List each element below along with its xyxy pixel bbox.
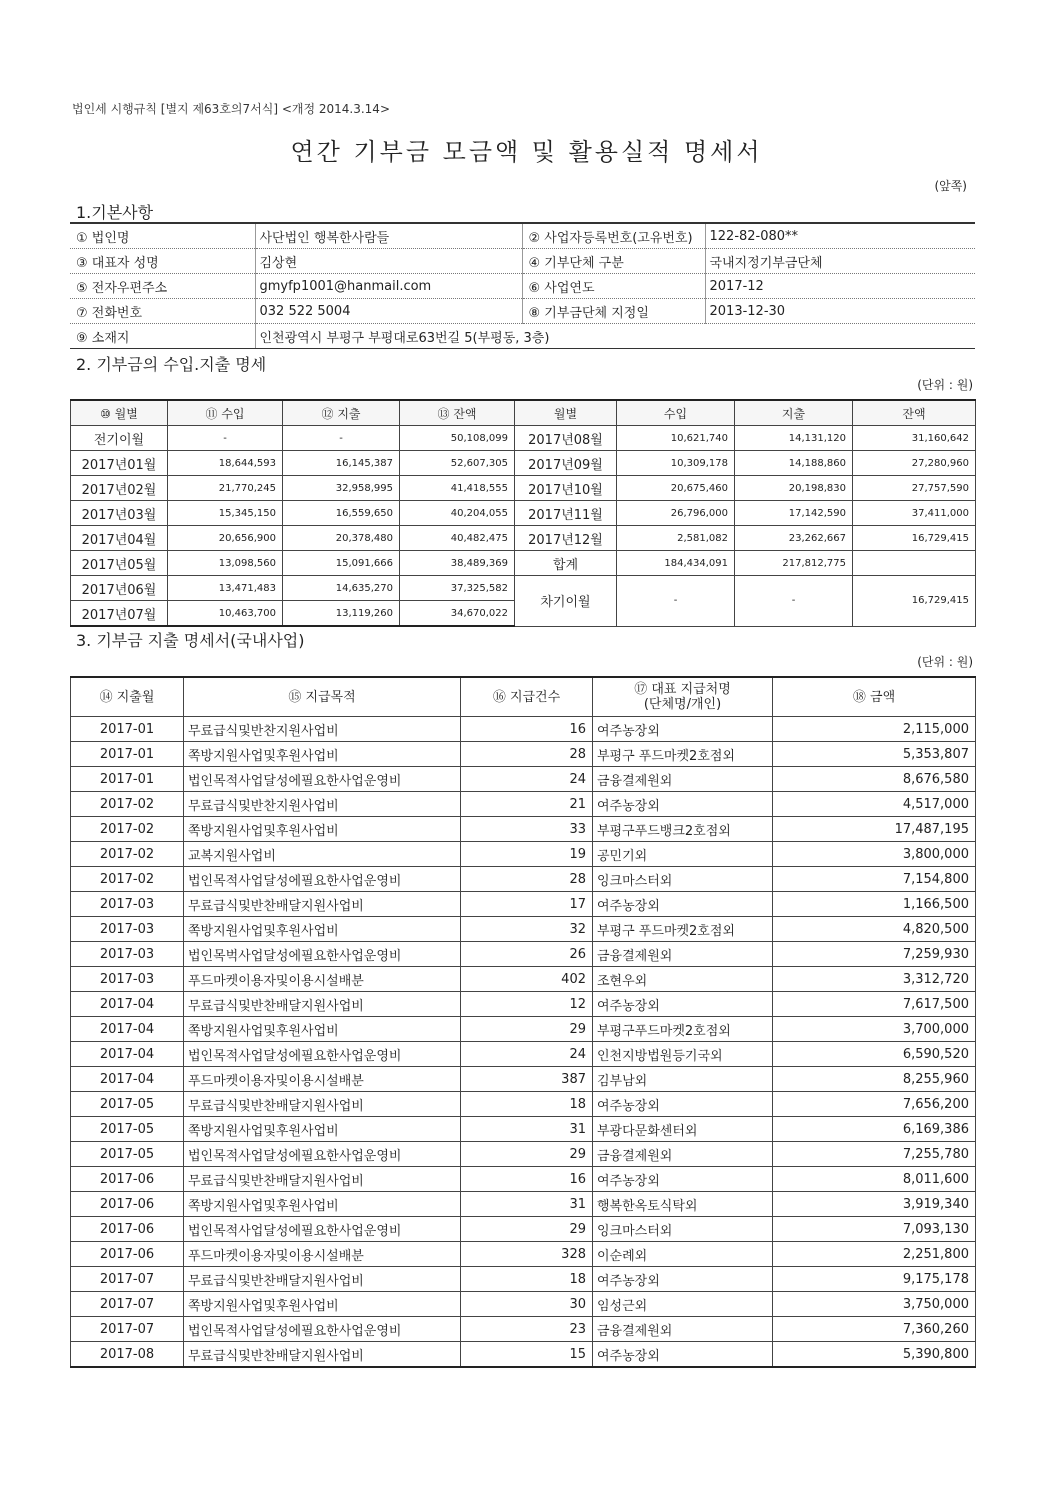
header-balance-2: 잔액 [853, 400, 976, 426]
expense-month-cell: 2017-03 [71, 942, 184, 967]
expenditure-row [71, 717, 976, 742]
income-cell: 10,621,740 [617, 426, 735, 451]
expense-month-cell: 2017-05 [71, 1092, 184, 1117]
count-cell: 387 [461, 1067, 593, 1092]
recipient-cell: 이순례외 [593, 1242, 773, 1267]
month-cell: 2017년03월 [71, 501, 168, 526]
balance-cell: 40,482,475 [400, 526, 515, 551]
month-cell: 2017년04월 [71, 526, 168, 551]
purpose-cell: 법인목벅사업달성에필요한사업운영비 [184, 942, 461, 967]
balance-cell: 41,418,555 [400, 476, 515, 501]
income-cell: 13,471,483 [168, 576, 283, 601]
expense-cell: 20,198,830 [735, 476, 853, 501]
income-cell: 10,309,178 [617, 451, 735, 476]
balance-cell: 40,204,055 [400, 501, 515, 526]
representative-label: ③ 대표자 성명 [70, 249, 255, 274]
org-name-value: 사단법인 행복한사람들 [255, 223, 522, 249]
expense-month-cell: 2017-01 [71, 767, 184, 792]
count-cell: 31 [461, 1117, 593, 1142]
summary-row [71, 476, 976, 501]
count-cell: 12 [461, 992, 593, 1017]
month-cell: 2017년02월 [71, 476, 168, 501]
expense-cell: 32,958,995 [283, 476, 400, 501]
basic-info-row [70, 274, 975, 299]
expense-month-cell: 2017-05 [71, 1142, 184, 1167]
amount-cell: 3,312,720 [773, 967, 976, 992]
purpose-cell: 쪽방지원사업및후원사업비 [184, 1117, 461, 1142]
email-label: ⑤ 전자우편주소 [70, 274, 255, 299]
amount-cell: 8,676,580 [773, 767, 976, 792]
count-cell: 28 [461, 742, 593, 767]
income-cell: 10,463,700 [168, 601, 283, 627]
expenditure-body [71, 717, 976, 1368]
designation-date-label: ⑧ 기부금단체 지정일 [522, 299, 705, 324]
business-number-label: ② 사업자등록번호(고유번호) [522, 223, 705, 249]
header-expense: ⑫ 지출 [283, 400, 400, 426]
header-income: ⑪ 수입 [168, 400, 283, 426]
count-cell: 30 [461, 1292, 593, 1317]
amount-cell: 7,259,930 [773, 942, 976, 967]
address-label: ⑨ 소재지 [70, 324, 255, 349]
recipient-cell: 여주농장외 [593, 792, 773, 817]
carry-forward-income: - [617, 576, 735, 627]
phone-label: ⑦ 전화번호 [70, 299, 255, 324]
summary-row [71, 576, 976, 601]
total-income: 184,434,091 [617, 551, 735, 576]
expenditure-row [71, 792, 976, 817]
expense-month-cell: 2017-07 [71, 1267, 184, 1292]
recipient-cell: 잉크마스터외 [593, 867, 773, 892]
expense-month-cell: 2017-04 [71, 1067, 184, 1092]
expense-month-cell: 2017-04 [71, 1042, 184, 1067]
summary-row [71, 526, 976, 551]
header-expense-2: 지출 [735, 400, 853, 426]
recipient-cell: 여주농장외 [593, 1167, 773, 1192]
expense-month-cell: 2017-03 [71, 967, 184, 992]
amount-cell: 3,750,000 [773, 1292, 976, 1317]
count-cell: 26 [461, 942, 593, 967]
recipient-cell: 부평구 푸드마켓2호점외 [593, 917, 773, 942]
section2-unit: (단위 : 원) [917, 378, 973, 392]
expense-month-cell: 2017-01 [71, 717, 184, 742]
amount-cell: 3,919,340 [773, 1192, 976, 1217]
org-name-label: ① 법인명 [70, 223, 255, 249]
balance-cell: 37,411,000 [853, 501, 976, 526]
amount-cell: 17,487,195 [773, 817, 976, 842]
purpose-cell: 쪽방지원사업및후원사업비 [184, 1292, 461, 1317]
header-recipient-line2: (단체명/개인) [643, 697, 722, 712]
recipient-cell: 여주농장외 [593, 1267, 773, 1292]
recipient-cell: 인천지방법원등기국외 [593, 1042, 773, 1067]
header-purpose: ⑮ 지급목적 [184, 677, 461, 717]
amount-cell: 7,255,780 [773, 1142, 976, 1167]
amount-cell: 5,390,800 [773, 1342, 976, 1368]
purpose-cell: 푸드마켓이용자및이용시설배분 [184, 1067, 461, 1092]
count-cell: 29 [461, 1142, 593, 1167]
header-month-2: 월별 [515, 400, 617, 426]
recipient-cell: 공민기외 [593, 842, 773, 867]
amount-cell: 7,617,500 [773, 992, 976, 1017]
purpose-cell: 법인목적사업달성에필요한사업운영비 [184, 1217, 461, 1242]
count-cell: 15 [461, 1342, 593, 1368]
expenditure-row [71, 1042, 976, 1067]
expenditure-row [71, 917, 976, 942]
summary-row [71, 451, 976, 476]
count-cell: 29 [461, 1217, 593, 1242]
purpose-cell: 쪽방지원사업및후원사업비 [184, 742, 461, 767]
expenditure-row [71, 967, 976, 992]
amount-cell: 7,154,800 [773, 867, 976, 892]
purpose-cell: 법인목적사업달성에필요한사업운영비 [184, 867, 461, 892]
month-cell: 2017년01월 [71, 451, 168, 476]
amount-cell: 8,255,960 [773, 1067, 976, 1092]
expense-month-cell: 2017-02 [71, 817, 184, 842]
income-cell: 15,345,150 [168, 501, 283, 526]
expense-month-cell: 2017-08 [71, 1342, 184, 1368]
month-cell: 전기이월 [71, 426, 168, 451]
expenditure-row [71, 1267, 976, 1292]
expense-month-cell: 2017-02 [71, 792, 184, 817]
expense-month-cell: 2017-03 [71, 917, 184, 942]
basic-info-table [70, 222, 975, 349]
basic-info-row [70, 223, 975, 249]
summary-row [71, 551, 976, 576]
expenditure-row [71, 767, 976, 792]
expense-month-cell: 2017-07 [71, 1317, 184, 1342]
expense-cell: - [283, 426, 400, 451]
count-cell: 328 [461, 1242, 593, 1267]
expenditure-row [71, 1117, 976, 1142]
purpose-cell: 무료급식및반찬배달지원사업비 [184, 1342, 461, 1368]
org-type-label: ④ 기부단체 구분 [522, 249, 705, 274]
month-cell: 2017년07월 [71, 601, 168, 627]
recipient-cell: 부평구푸드마켓2호점외 [593, 1017, 773, 1042]
income-cell: 13,098,560 [168, 551, 283, 576]
amount-cell: 1,166,500 [773, 892, 976, 917]
expenditure-row [71, 1217, 976, 1242]
expense-month-cell: 2017-07 [71, 1292, 184, 1317]
income-cell: 20,656,900 [168, 526, 283, 551]
expenditure-header-row [71, 677, 976, 717]
expense-cell: 14,131,120 [735, 426, 853, 451]
expense-cell: 15,091,666 [283, 551, 400, 576]
purpose-cell: 무료급식및반찬지원사업비 [184, 717, 461, 742]
expense-cell: 17,142,590 [735, 501, 853, 526]
amount-cell: 4,820,500 [773, 917, 976, 942]
expenditure-row [71, 1317, 976, 1342]
month-cell: 2017년11월 [515, 501, 617, 526]
income-cell: 21,770,245 [168, 476, 283, 501]
month-cell: 2017년05월 [71, 551, 168, 576]
balance-cell: 37,325,582 [400, 576, 515, 601]
recipient-cell: 부광다문화센터외 [593, 1117, 773, 1142]
count-cell: 21 [461, 792, 593, 817]
amount-cell: 6,590,520 [773, 1042, 976, 1067]
expenditure-row [71, 1342, 976, 1368]
balance-cell: 34,670,022 [400, 601, 515, 627]
recipient-cell: 김부남외 [593, 1067, 773, 1092]
expenditure-table [70, 676, 976, 1368]
expenditure-row [71, 1067, 976, 1092]
count-cell: 17 [461, 892, 593, 917]
recipient-cell: 여주농장외 [593, 717, 773, 742]
carry-forward-label: 차기이월 [515, 576, 617, 627]
amount-cell: 8,011,600 [773, 1167, 976, 1192]
page-side-label: (앞쪽) [934, 179, 967, 193]
recipient-cell: 여주농장외 [593, 1092, 773, 1117]
count-cell: 16 [461, 717, 593, 742]
recipient-cell: 행복한옥토식탁외 [593, 1192, 773, 1217]
expense-cell: 16,559,650 [283, 501, 400, 526]
expense-month-cell: 2017-02 [71, 842, 184, 867]
purpose-cell: 법인목적사업달성에필요한사업운영비 [184, 767, 461, 792]
header-balance: ⑬ 잔액 [400, 400, 515, 426]
expense-cell: 14,635,270 [283, 576, 400, 601]
expense-cell: 23,262,667 [735, 526, 853, 551]
count-cell: 28 [461, 867, 593, 892]
amount-cell: 7,656,200 [773, 1092, 976, 1117]
count-cell: 18 [461, 1267, 593, 1292]
amount-cell: 5,353,807 [773, 742, 976, 767]
header-recipient-line1: ⑰ 대표 지급처명 [634, 682, 731, 697]
count-cell: 24 [461, 1042, 593, 1067]
expense-month-cell: 2017-06 [71, 1192, 184, 1217]
recipient-cell: 여주농장외 [593, 992, 773, 1017]
header-month: ⑩ 월별 [71, 400, 168, 426]
expenditure-row [71, 892, 976, 917]
expenditure-row [71, 1167, 976, 1192]
purpose-cell: 법인목적사업달성에필요한사업운영비 [184, 1142, 461, 1167]
total-label: 합계 [515, 551, 617, 576]
expense-cell: 13,119,260 [283, 601, 400, 627]
purpose-cell: 쪽방지원사업및후원사업비 [184, 917, 461, 942]
expense-month-cell: 2017-04 [71, 992, 184, 1017]
purpose-cell: 무료급식및반찬배달지원사업비 [184, 892, 461, 917]
carry-forward-balance: 16,729,415 [853, 576, 976, 627]
recipient-cell: 조현우외 [593, 967, 773, 992]
balance-cell: 27,280,960 [853, 451, 976, 476]
purpose-cell: 푸드마켓이용자및이용시설배분 [184, 1242, 461, 1267]
expenditure-row [71, 742, 976, 767]
header-recipient [593, 677, 773, 717]
expenditure-row [71, 1292, 976, 1317]
section3-unit: (단위 : 원) [917, 655, 973, 669]
expense-month-cell: 2017-01 [71, 742, 184, 767]
section3-heading: 3. 기부금 지출 명세서(국내사업) [76, 631, 305, 650]
expenditure-row [71, 1142, 976, 1167]
balance-cell: 38,489,369 [400, 551, 515, 576]
business-number-value: 122-82-080** [705, 223, 975, 249]
carry-forward-expense: - [735, 576, 853, 627]
expenditure-row [71, 1017, 976, 1042]
count-cell: 31 [461, 1192, 593, 1217]
expense-month-cell: 2017-06 [71, 1242, 184, 1267]
count-cell: 24 [461, 767, 593, 792]
income-cell: 18,644,593 [168, 451, 283, 476]
income-cell: 2,581,082 [617, 526, 735, 551]
header-expense-month: ⑭ 지출월 [71, 677, 184, 717]
expense-month-cell: 2017-04 [71, 1017, 184, 1042]
total-expense: 217,812,775 [735, 551, 853, 576]
expenditure-row [71, 1242, 976, 1267]
month-cell: 2017년06월 [71, 576, 168, 601]
balance-cell: 52,607,305 [400, 451, 515, 476]
recipient-cell: 부평구 푸드마켓2호점외 [593, 742, 773, 767]
amount-cell: 2,251,800 [773, 1242, 976, 1267]
basic-info-row [70, 299, 975, 324]
total-balance [853, 551, 976, 576]
recipient-cell: 금융결제원외 [593, 1142, 773, 1167]
purpose-cell: 무료급식및반찬배달지원사업비 [184, 1092, 461, 1117]
month-cell: 2017년09월 [515, 451, 617, 476]
amount-cell: 7,360,260 [773, 1317, 976, 1342]
designation-date-value: 2013-12-30 [705, 299, 975, 324]
recipient-cell: 임성근외 [593, 1292, 773, 1317]
expense-month-cell: 2017-06 [71, 1217, 184, 1242]
amount-cell: 3,800,000 [773, 842, 976, 867]
page-title: 연간 기부금 모금액 및 활용실적 명세서 [290, 138, 763, 166]
expenditure-row [71, 942, 976, 967]
count-cell: 19 [461, 842, 593, 867]
purpose-cell: 무료급식및반찬배달지원사업비 [184, 1267, 461, 1292]
basic-info-row [70, 324, 975, 349]
amount-cell: 7,093,130 [773, 1217, 976, 1242]
month-cell: 2017년12월 [515, 526, 617, 551]
balance-cell: 27,757,590 [853, 476, 976, 501]
expenditure-row [71, 817, 976, 842]
expenditure-row [71, 1192, 976, 1217]
count-cell: 32 [461, 917, 593, 942]
income-cell: 26,796,000 [617, 501, 735, 526]
expense-month-cell: 2017-02 [71, 867, 184, 892]
expense-month-cell: 2017-06 [71, 1167, 184, 1192]
recipient-cell: 여주농장외 [593, 1342, 773, 1368]
income-cell: 20,675,460 [617, 476, 735, 501]
amount-cell: 2,115,000 [773, 717, 976, 742]
purpose-cell: 쪽방지원사업및후원사업비 [184, 1017, 461, 1042]
purpose-cell: 무료급식및반찬배달지원사업비 [184, 992, 461, 1017]
purpose-cell: 법인목적사업달성에필요한사업운영비 [184, 1317, 461, 1342]
expense-month-cell: 2017-03 [71, 892, 184, 917]
income-cell: - [168, 426, 283, 451]
expense-month-cell: 2017-05 [71, 1117, 184, 1142]
representative-value: 김상현 [255, 249, 522, 274]
amount-cell: 4,517,000 [773, 792, 976, 817]
recipient-cell: 금융결제원외 [593, 942, 773, 967]
recipient-cell: 잉크마스터외 [593, 1217, 773, 1242]
purpose-cell: 무료급식및반찬배달지원사업비 [184, 1167, 461, 1192]
recipient-cell: 여주농장외 [593, 892, 773, 917]
purpose-cell: 쪽방지원사업및후원사업비 [184, 1192, 461, 1217]
amount-cell: 3,700,000 [773, 1017, 976, 1042]
count-cell: 16 [461, 1167, 593, 1192]
amount-cell: 6,169,386 [773, 1117, 976, 1142]
expense-cell: 20,378,480 [283, 526, 400, 551]
count-cell: 402 [461, 967, 593, 992]
purpose-cell: 무료급식및반찬지원사업비 [184, 792, 461, 817]
section2-heading: 2. 기부금의 수입.지출 명세 [76, 355, 267, 374]
summary-row [71, 426, 976, 451]
monthly-summary-table [70, 399, 976, 627]
email-value: gmyfp1001@hanmail.com [255, 274, 522, 299]
business-year-value: 2017-12 [705, 274, 975, 299]
month-cell: 2017년08월 [515, 426, 617, 451]
count-cell: 33 [461, 817, 593, 842]
balance-cell: 16,729,415 [853, 526, 976, 551]
balance-cell: 31,160,642 [853, 426, 976, 451]
recipient-cell: 금융결제원외 [593, 1317, 773, 1342]
basic-info-row [70, 249, 975, 274]
header-count: ⑯ 지급건수 [461, 677, 593, 717]
count-cell: 29 [461, 1017, 593, 1042]
count-cell: 18 [461, 1092, 593, 1117]
expenditure-row [71, 992, 976, 1017]
form-rule-reference: 법인세 시행규칙 [별지 제63호의7서식] <개정 2014.3.14> [72, 102, 390, 116]
expense-cell: 14,188,860 [735, 451, 853, 476]
amount-cell: 9,175,178 [773, 1267, 976, 1292]
org-type-value: 국내지정기부금단체 [705, 249, 975, 274]
purpose-cell: 교복지원사업비 [184, 842, 461, 867]
month-cell: 2017년10월 [515, 476, 617, 501]
header-amount: ⑱ 금액 [773, 677, 976, 717]
section1-heading: 1.기본사항 [76, 203, 154, 222]
purpose-cell: 법인목적사업달성에필요한사업운영비 [184, 1042, 461, 1067]
recipient-cell: 금융결제원외 [593, 767, 773, 792]
balance-cell: 50,108,099 [400, 426, 515, 451]
summary-header-row [71, 400, 976, 426]
expenditure-row [71, 842, 976, 867]
summary-row [71, 501, 976, 526]
recipient-cell: 부평구푸드뱅크2호점외 [593, 817, 773, 842]
expenditure-row [71, 1092, 976, 1117]
purpose-cell: 쪽방지원사업및후원사업비 [184, 817, 461, 842]
phone-value: 032 522 5004 [255, 299, 522, 324]
address-value: 인천광역시 부평구 부평대로63번길 5(부평동, 3층) [255, 324, 975, 349]
count-cell: 23 [461, 1317, 593, 1342]
expenditure-row [71, 867, 976, 892]
header-income-2: 수입 [617, 400, 735, 426]
expense-cell: 16,145,387 [283, 451, 400, 476]
business-year-label: ⑥ 사업연도 [522, 274, 705, 299]
purpose-cell: 푸드마켓이용자및이용시설배분 [184, 967, 461, 992]
